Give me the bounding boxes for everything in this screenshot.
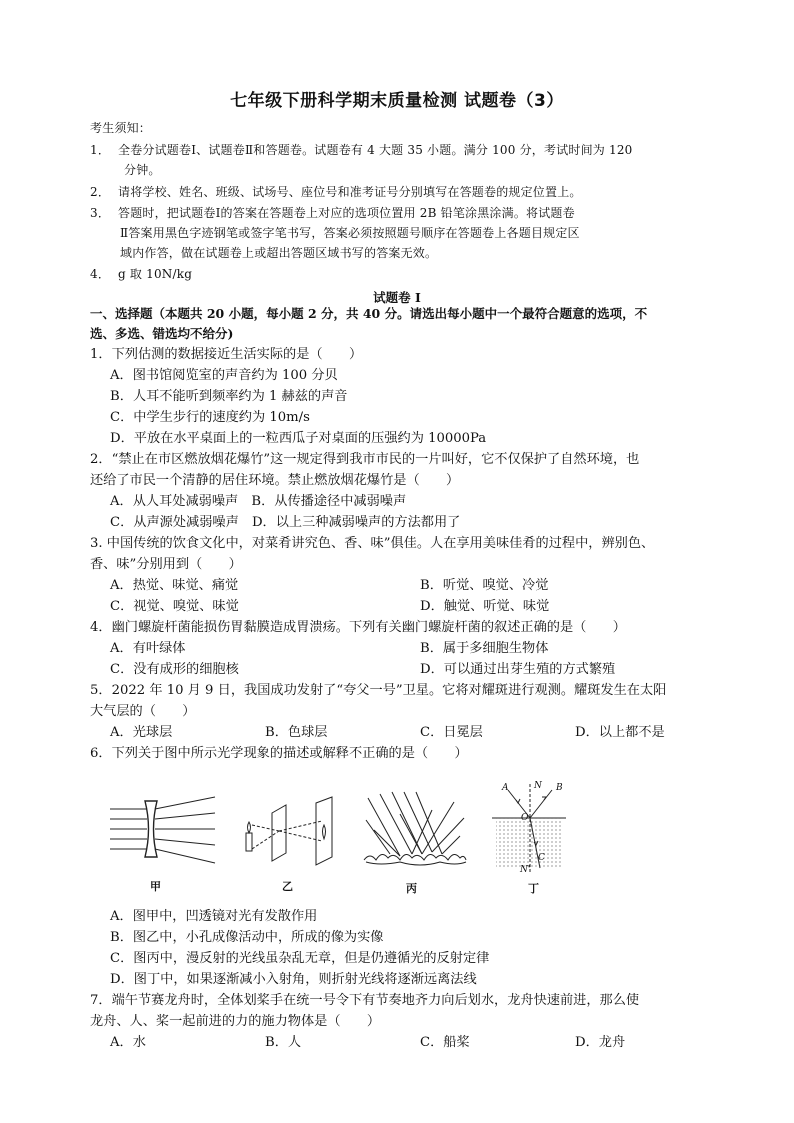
notice-2-line1: 请将学校、姓名、班级、试场号、座位号和准考证号分别填写在答题卷的规定位置上。	[118, 185, 582, 199]
q2-stem-line1: 2．“禁止在市区燃放烟花爆竹”这一规定得到我市市民的一片叫好，它不仅保护了自然环境，也	[90, 452, 640, 467]
fig4-label-c: C	[538, 853, 545, 863]
q3-stem-line2: 香、味”分别用到（ ）	[90, 557, 242, 572]
q3-option-b: B．听觉、嗅觉、冷觉	[420, 578, 549, 593]
notice-1-line2: 分钟。	[124, 163, 161, 177]
q5-option-b: B．色球层	[265, 725, 328, 740]
q5-option-a: A．光球层	[110, 725, 173, 740]
notice-4-line1: g 取 10N/kg	[118, 267, 193, 281]
q6-option-a: A．图甲中，凹透镜对光有发散作用	[110, 909, 318, 924]
figure-label-jia: 甲	[150, 880, 161, 893]
q4-stem: 4．幽门螺旋杆菌能损伤胃黏膜造成胃溃疡。下列有关幽门螺旋杆菌的叙述正确的是（ ）	[90, 620, 626, 635]
q4-option-c: C．没有成形的细胞核	[110, 662, 239, 677]
q1-option-d: D．平放在水平桌面上的一粒西瓜子对桌面的压强约为 10000Pa	[110, 431, 487, 446]
q7-stem-line2: 龙舟、人、桨一起前进的力的施力物体是（ ）	[90, 1014, 381, 1029]
fig4-label-n-prime: N'	[520, 865, 531, 875]
figure-concave-lens	[105, 795, 220, 875]
q2-options-ab: A．从人耳处减弱噪声 B．从传播途径中减弱噪声	[110, 494, 407, 509]
q3-option-c: C．视觉、嗅觉、味觉	[110, 599, 239, 614]
notice-3-line2: Ⅱ答案用黑色字迹钢笔或签字笔书写，答案必须按照题号顺序在答题卷上各题目规定区	[120, 226, 580, 240]
q4-option-d: D．可以通过出芽生殖的方式繁殖	[420, 662, 616, 677]
q7-option-a: A．水	[110, 1035, 146, 1050]
q1-stem: 1．下列估测的数据接近生活实际的是（ ）	[90, 347, 363, 362]
q7-option-b: B．人	[265, 1035, 302, 1050]
q1-option-c: C．中学生步行的速度约为 10m/s	[110, 410, 310, 425]
section-instructions-line1: 一、选择题（本题共 20 小题，每小题 2 分，共 40 分。请选出每小题中一个最符合题意的选项，不	[90, 306, 648, 321]
notice-1-num: 1．	[90, 143, 111, 157]
q3-option-d: D．触觉、听觉、味觉	[420, 599, 550, 614]
figure-pinhole-camera	[240, 795, 340, 870]
q5-option-c: C．日冕层	[420, 725, 483, 740]
q3-stem-line1: 3. 中国传统的饮食文化中，对菜肴讲究色、香、味”俱佳。人在享用美味佳肴的过程中，辨别色、	[90, 536, 655, 551]
section-title: 试题卷 I	[373, 290, 421, 305]
notice-1-line1: 全卷分试题卷Ⅰ、试题卷Ⅱ和答题卷。试题卷有 4 大题 35 小题。满分 100 分，考试时间为 120	[118, 143, 633, 157]
figure-diffuse-reflection	[360, 790, 470, 875]
fig4-label-a: A	[502, 783, 509, 793]
notice-3-line1: 答题时，把试题卷Ⅰ的答案在答题卷上对应的选项位置用 2B 铅笔涂黑涂满。将试题卷	[118, 206, 575, 220]
fig4-label-o: O	[521, 813, 529, 823]
section-instructions-line2: 选、多选、错选均不给分)	[90, 326, 234, 341]
q6-option-b: B．图乙中，小孔成像活动中，所成的像为实像	[110, 930, 384, 945]
q3-option-a: A．热觉、味觉、痛觉	[110, 578, 239, 593]
figure-label-ding: 丁	[528, 882, 539, 895]
fig4-label-b: B	[556, 783, 563, 793]
q1-option-b: B．人耳不能听到频率约为 1 赫兹的声音	[110, 389, 348, 404]
q4-option-b: B．属于多细胞生物体	[420, 641, 549, 656]
notice-3-num: 3．	[90, 206, 111, 220]
q6-stem: 6．下列关于图中所示光学现象的描述或解释不正确的是（ ）	[90, 746, 468, 761]
q6-option-d: D．图丁中，如果逐渐减小入射角，则折射光线将逐渐远离法线	[110, 972, 477, 987]
notice-3-line3: 域内作答，做在试题卷上或超出答题区域书写的答案无效。	[120, 246, 438, 260]
notice-2-num: 2．	[90, 185, 111, 199]
page-title: 七年级下册科学期末质量检测 试题卷（3）	[230, 91, 564, 111]
q2-stem-line2: 还给了市民一个清静的居住环境。禁止燃放烟花爆竹是（ ）	[90, 473, 460, 488]
q7-stem-line1: 7．端午节赛龙舟时，全体划桨手在统一号令下有节奏地齐力向后划水，龙舟快速前进，那么使	[90, 993, 640, 1008]
q5-option-d: D．以上都不是	[575, 725, 665, 740]
notice-heading: 考生须知：	[90, 121, 152, 135]
notice-4-num: 4．	[90, 267, 111, 281]
q7-option-c: C．船桨	[420, 1035, 470, 1050]
q1-option-a: A．图书馆阅览室的声音约为 100 分贝	[110, 368, 338, 383]
q5-stem-line1: 5．2022 年 10 月 9 日，我国成功发射了“夸父一号”卫星。它将对耀斑进行观测。耀斑发生在太阳	[90, 683, 667, 698]
fig4-label-n: N	[534, 781, 542, 791]
q2-options-cd: C．从声源处减弱噪声 D．以上三种减弱噪声的方法都用了	[110, 515, 461, 530]
q5-stem-line2: 大气层的（ ）	[90, 704, 196, 719]
q4-option-a: A．有叶绿体	[110, 641, 186, 656]
q6-option-c: C．图丙中，漫反射的光线虽杂乱无章，但是仍遵循光的反射定律	[110, 951, 490, 966]
q7-option-d: D．龙舟	[575, 1035, 626, 1050]
figure-label-yi: 乙	[282, 880, 293, 893]
figure-label-bing: 丙	[406, 882, 417, 895]
